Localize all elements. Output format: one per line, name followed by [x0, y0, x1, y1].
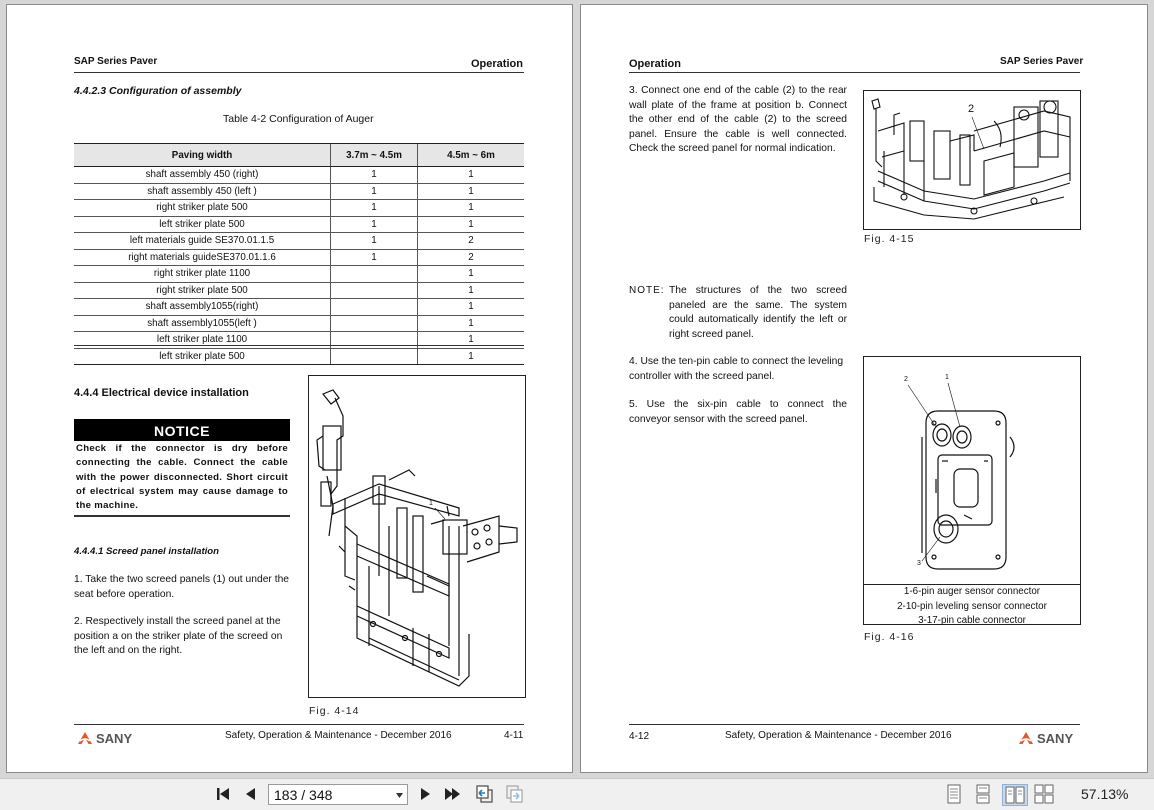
note-text: The structures of the two screed paneled are the same. The system could automatically identify the left or right screed panel.: [669, 285, 847, 340]
subsection-title: 4.4.4.1 Screed panel installation: [74, 546, 220, 557]
viewer-toolbar: [0, 778, 1154, 810]
col-header: Paving width: [74, 144, 331, 167]
table-cell-quantity: 1: [418, 183, 525, 200]
table-cell-item: left striker plate 500: [74, 216, 331, 233]
electrical-section-title: 4.4.4 Electrical device installation: [74, 387, 249, 399]
table-cell-quantity: 1: [418, 282, 525, 299]
figure-callout-1: 1: [945, 374, 949, 381]
footer-rule: [629, 724, 1080, 725]
running-header-title: SAP Series Paver: [74, 56, 158, 67]
last-page-icon[interactable]: [443, 784, 463, 804]
legend-item: 2-10-pin leveling sensor connector: [897, 600, 1047, 612]
table-cell-item: right striker plate 1100: [74, 266, 331, 283]
step-4-text: 4. Use the ten-pin cable to connect the leveling controller with the screed panel.: [629, 356, 844, 382]
table-row: [74, 299, 524, 316]
figure-callout-2: 2: [904, 376, 908, 383]
table-caption: Table 4-2 Configuration of Auger: [223, 113, 374, 125]
table-cell-quantity: 1: [418, 167, 525, 184]
running-header-title: SAP Series Paver: [1000, 56, 1084, 67]
legend-item: 1-6-pin auger sensor connector: [903, 586, 1041, 597]
page-number-value: 183 / 348: [274, 787, 333, 803]
table-cell-quantity: 1: [418, 200, 525, 217]
document-page-right: [580, 4, 1148, 773]
table-cell-quantity: 2: [418, 233, 525, 250]
section-title: 4.4.2.3 Configuration of assembly: [74, 85, 242, 97]
step-2-text: 2. Respectively install the screed panel at the position a on the striker plate of the screed on the left and on the right.: [74, 616, 283, 656]
single-page-icon[interactable]: [944, 784, 964, 804]
next-page-icon[interactable]: [415, 784, 435, 804]
notice-text: Check if the connector is dry before connecting the cable. Connect the cable with the power disconnected. Short circuit of electrical system may cause damage to the machine.: [76, 443, 288, 512]
figure-4-16-caption: Fig. 4-16: [864, 631, 915, 643]
header-rule: [74, 72, 524, 73]
col-header: 3.7m ~ 4.5m: [331, 144, 418, 167]
auger-configuration-table: [74, 143, 524, 365]
notice-rule: [74, 515, 290, 517]
table-cell-item: left materials guide SE370.01.1.5: [74, 233, 331, 250]
table-cell-quantity: 1: [331, 200, 418, 217]
table-cell-item: shaft assembly1055(right): [74, 299, 331, 316]
table-cell-quantity: 1: [418, 315, 525, 332]
page-number: 4-12: [629, 731, 650, 742]
back-view-icon[interactable]: [473, 784, 495, 804]
page-number-input[interactable]: [268, 784, 408, 805]
sany-logo: [1018, 730, 1073, 746]
table-cell-quantity: [331, 266, 418, 283]
screed-assembly-drawing: [309, 376, 523, 695]
table-cell-quantity: 1: [331, 183, 418, 200]
table-cell-item: right striker plate 500: [74, 200, 331, 217]
table-row: [74, 233, 524, 250]
table-cell-quantity: [331, 299, 418, 316]
two-page-icon[interactable]: [1002, 784, 1028, 806]
figure-callout-2: 2: [968, 103, 975, 115]
table-cell-quantity: 1: [418, 266, 525, 283]
table-header-row: [74, 144, 524, 167]
connector-panel-drawing: [864, 357, 1078, 583]
table-row: [74, 167, 524, 184]
table-cell-quantity: [331, 348, 418, 365]
table-cell-quantity: 1: [331, 216, 418, 233]
table-cell-item: shaft assembly1055(left ): [74, 315, 331, 332]
table-cell-quantity: 1: [331, 233, 418, 250]
legend-item: 3-17-pin cable connector: [918, 615, 1026, 626]
notice-banner: NOTICE: [74, 419, 290, 441]
table-cell-quantity: 1: [418, 299, 525, 316]
table-row: [74, 183, 524, 200]
table-row: [74, 266, 524, 283]
sany-logo-text: SANY: [96, 730, 133, 746]
col-header: 4.5m ~ 6m: [418, 144, 525, 167]
table-cell-quantity: 2: [418, 249, 525, 266]
prev-page-icon[interactable]: [241, 784, 261, 804]
table-cell-item: left striker plate 1100: [74, 332, 331, 349]
table-cell-quantity: 1: [418, 332, 525, 349]
figure-4-15-caption: Fig. 4-15: [864, 233, 915, 245]
table-cell-quantity: 1: [418, 216, 525, 233]
table-row: [74, 348, 524, 365]
chevron-down-icon[interactable]: [396, 793, 403, 798]
continuous-icon[interactable]: [973, 784, 993, 804]
sany-logo: [77, 730, 132, 746]
table-cell-item: right materials guideSE370.01.1.6: [74, 249, 331, 266]
table-row: [74, 315, 524, 332]
table-cell-quantity: [331, 282, 418, 299]
figure-4-15-cable-connection: [863, 90, 1081, 230]
document-page-left: [6, 4, 573, 773]
table-row: [74, 249, 524, 266]
figure-callout-3: 3: [917, 560, 921, 567]
step-5-text: 5. Use the six-pin cable to connect the conveyor sensor with the screed panel.: [629, 399, 847, 425]
zoom-level[interactable]: 57.13%: [1081, 786, 1129, 802]
section-rule: [74, 345, 524, 346]
footer-text: Safety, Operation & Maintenance - December 2016: [725, 730, 952, 741]
forward-view-icon[interactable]: [503, 784, 525, 804]
two-page-continuous-icon[interactable]: [1033, 784, 1055, 804]
table-cell-item: shaft assembly 450 (right): [74, 167, 331, 184]
sany-logo-text: SANY: [1037, 730, 1074, 746]
table-row: [74, 216, 524, 233]
sany-logo-icon: [77, 730, 93, 746]
footer-text: Safety, Operation & Maintenance - December 2016: [225, 730, 452, 741]
table-cell-quantity: 1: [418, 348, 525, 365]
table-cell-item: shaft assembly 450 (left ): [74, 183, 331, 200]
table-row: [74, 200, 524, 217]
figure-legend: [864, 584, 1080, 629]
step-1-text: 1. Take the two screed panels (1) out under the seat before operation.: [74, 574, 290, 600]
figure-4-14-caption: Fig. 4-14: [309, 705, 360, 717]
table-cell-item: right striker plate 500: [74, 282, 331, 299]
sany-logo-icon: [1018, 730, 1034, 746]
page-number: 4-11: [504, 730, 524, 741]
figure-4-14-screed-assembly: [308, 375, 526, 698]
table-cell-quantity: [331, 315, 418, 332]
table-cell-quantity: 1: [331, 249, 418, 266]
note-label: NOTE:: [629, 285, 665, 296]
figure-callout-1: 1: [429, 500, 433, 507]
running-header-chapter: Operation: [629, 58, 681, 70]
figure-4-16-connector-panel: [863, 356, 1081, 625]
footer-rule: [74, 724, 524, 725]
running-header-chapter: Operation: [471, 58, 523, 70]
first-page-icon[interactable]: [213, 784, 233, 804]
header-rule: [629, 72, 1080, 73]
table-cell-item: left striker plate 500: [74, 348, 331, 365]
step-3-text: 3. Connect one end of the cable (2) to the rear wall plate of the frame at position b. Connect the other end of the cable (2) to the screed panel. Ensure the cable is well connected. Check the screed panel for normal indication.: [629, 85, 847, 154]
table-cell-quantity: 1: [331, 167, 418, 184]
table-row: [74, 282, 524, 299]
